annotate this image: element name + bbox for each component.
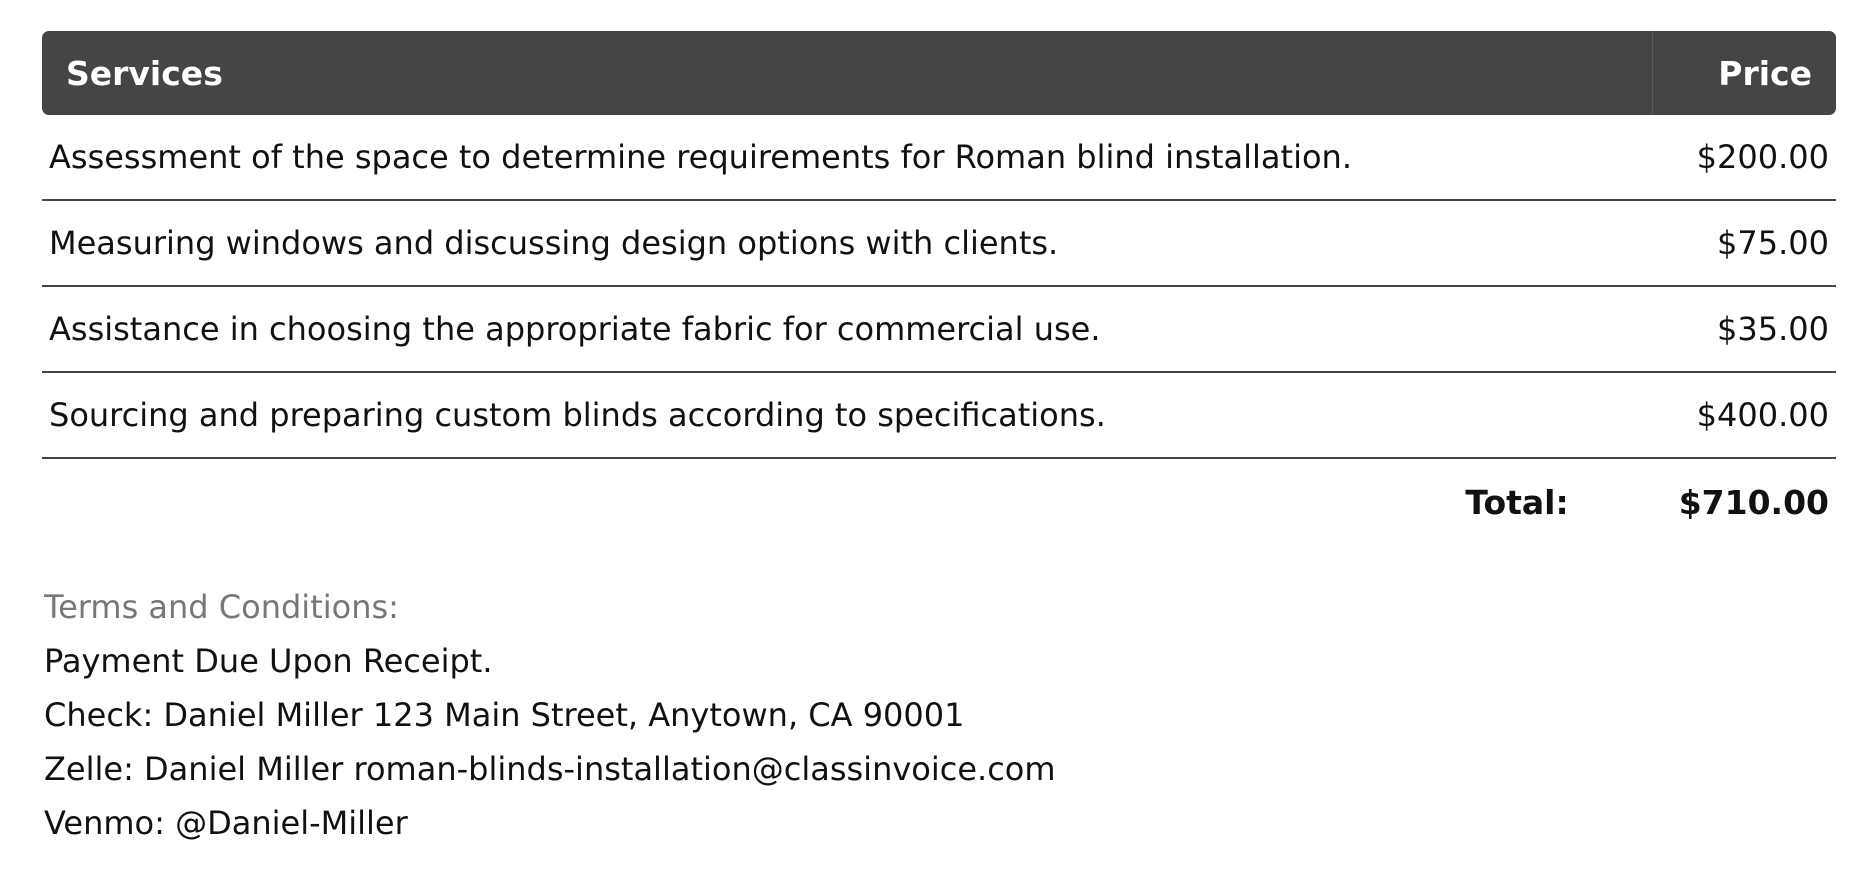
- service-price: $75.00: [1717, 224, 1829, 262]
- terms-section: [44, 580, 1056, 850]
- services-table: [42, 31, 1836, 545]
- service-description: Assessment of the space to determine requirements for Roman blind installation.: [49, 138, 1352, 176]
- service-price: $400.00: [1696, 396, 1829, 434]
- services-column-header: Services: [66, 53, 223, 93]
- total-label: Total:: [1465, 482, 1569, 522]
- terms-venmo: Venmo: @Daniel-Miller: [44, 804, 408, 842]
- table-row: [42, 201, 1836, 287]
- terms-check: Check: Daniel Miller 123 Main Street, Anytown, CA 90001: [44, 696, 965, 734]
- total-value: $710.00: [1678, 482, 1829, 522]
- terms-zelle: Zelle: Daniel Miller roman-blinds-installation@classinvoice.com: [44, 750, 1056, 788]
- service-description: Assistance in choosing the appropriate fabric for commercial use.: [49, 310, 1101, 348]
- table-row: [42, 115, 1836, 201]
- service-description: Sourcing and preparing custom blinds according to specifications.: [49, 396, 1106, 434]
- terms-title: Terms and Conditions:: [44, 588, 399, 626]
- total-row: [42, 459, 1836, 545]
- table-header: [42, 31, 1836, 115]
- table-row: [42, 287, 1836, 373]
- service-price: $35.00: [1717, 310, 1829, 348]
- service-price: $200.00: [1696, 138, 1829, 176]
- table-row: [42, 373, 1836, 459]
- terms-payment-due: Payment Due Upon Receipt.: [44, 642, 493, 680]
- service-description: Measuring windows and discussing design options with clients.: [49, 224, 1059, 262]
- price-column-header: Price: [1652, 31, 1836, 115]
